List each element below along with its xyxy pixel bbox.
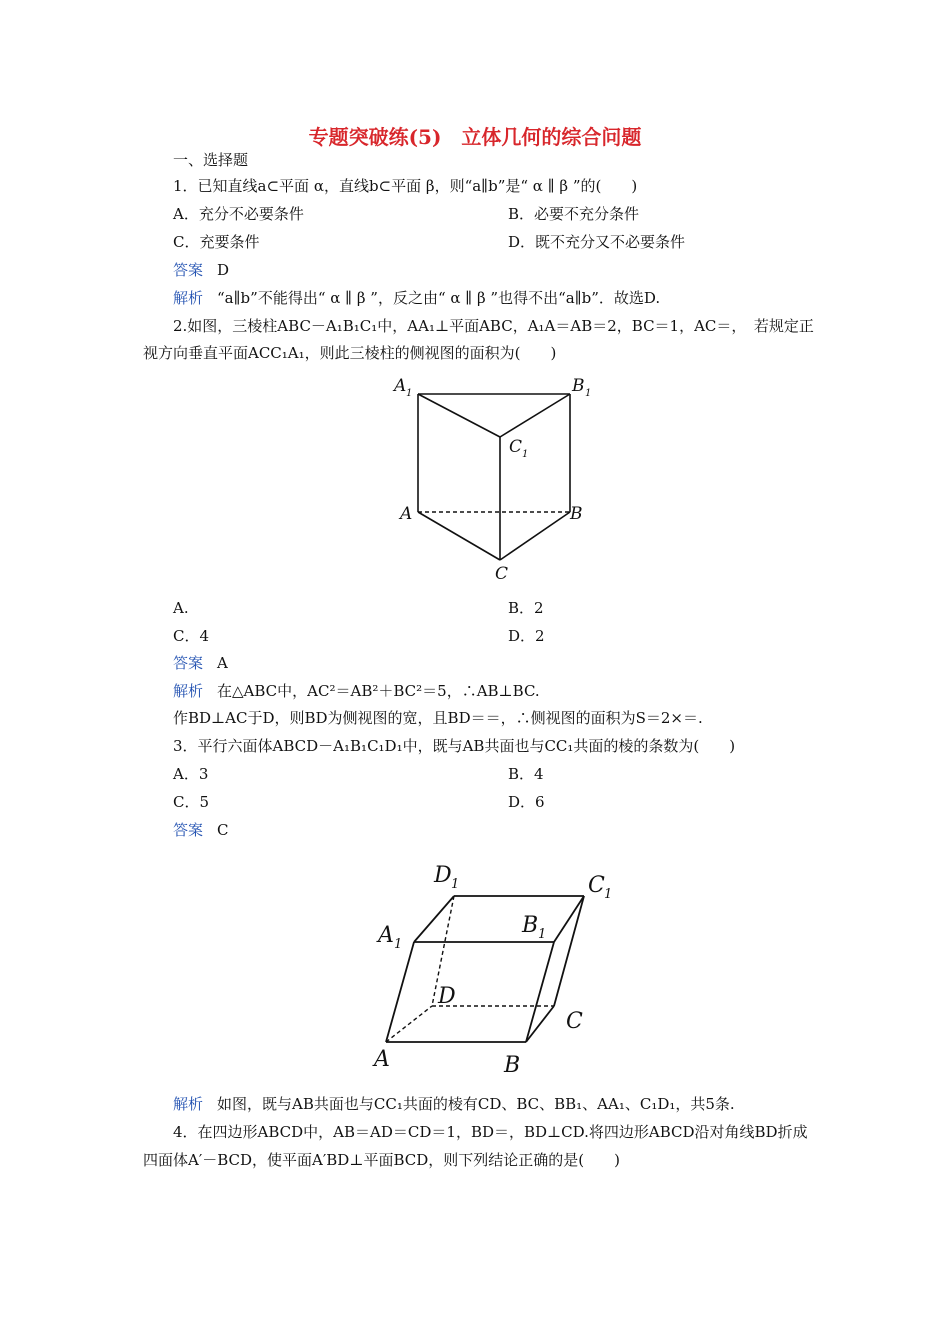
q3-stem: 3．平行六面体ABCD－A₁B₁C₁D₁中，既与AB共面也与CC₁共面的棱的条数为( ): [173, 737, 736, 755]
analysis-text: 如图，既与AB共面也与CC₁共面的棱有CD、BC、BB₁、AA₁、C₁D₁，共5条.: [217, 1095, 735, 1113]
q2-stem-line2: 视方向垂直平面ACC₁A₁，则此三棱柱的侧视图的面积为( ): [143, 344, 557, 362]
label-b1-sub: 1: [538, 927, 547, 942]
q2-analysis-line2: 作BD⊥AC于D，则BD为侧视图的宽，且BD＝＝，∴侧视图的面积为S＝2×＝.: [173, 709, 703, 727]
q3-analysis: [173, 1094, 735, 1114]
label-b1: B: [522, 913, 539, 938]
section-heading: 一、选择题: [173, 151, 249, 169]
label-d1: D: [434, 863, 452, 888]
q2-option-c: C．4: [173, 627, 210, 645]
q2-analysis-line1: [173, 681, 540, 701]
q1-option-b: B．必要不充分条件: [508, 205, 640, 223]
q2-option-a: A.: [173, 599, 189, 617]
q2-stem-line1: 2.如图，三棱柱ABC－A₁B₁C₁中，AA₁⊥平面ABC，A₁A＝AB＝2，BC＝1，AC＝， 若规定正: [173, 317, 814, 335]
label-a: A: [374, 1047, 390, 1072]
answer-label: 答案: [173, 654, 204, 672]
analysis-label: 解析: [173, 1095, 204, 1113]
q2-option-d: D．2: [508, 627, 545, 645]
label-c: C: [495, 564, 509, 584]
label-c: C: [566, 1009, 583, 1034]
q1-answer: [173, 260, 229, 280]
q1-stem: 1．已知直线a⊂平面 α，直线b⊂平面 β，则“a∥b”是“ α ∥ β ”的( ): [173, 177, 638, 195]
label-b1-sub: 1: [585, 388, 592, 399]
analysis-label: 解析: [173, 682, 204, 700]
label-b1: B: [572, 376, 585, 396]
label-d1-sub: 1: [451, 877, 460, 892]
analysis-text: 在△ABC中，AC²＝AB²＋BC²＝5，∴AB⊥BC.: [217, 682, 540, 700]
q1-option-a: A．充分不必要条件: [173, 205, 304, 223]
label-b: B: [570, 504, 583, 524]
answer-value: C: [217, 821, 229, 839]
q3-option-c: C．5: [173, 793, 210, 811]
q4-stem-line1: 4．在四边形ABCD中，AB＝AD＝CD＝1，BD＝，BD⊥CD.将四边形ABCD沿对角线BD折成: [173, 1123, 808, 1141]
label-c1-sub: 1: [604, 887, 613, 902]
q4-stem-line2: 四面体A′－BCD，使平面A′BD⊥平面BCD，则下列结论正确的是( ): [143, 1151, 620, 1169]
answer-value: A: [217, 654, 228, 672]
answer-value: D: [217, 261, 230, 279]
analysis-text: “a∥b”不能得出“ α ∥ β ”，反之由“ α ∥ β ”也得不出“a∥b”．故选D.: [217, 289, 661, 307]
q1-option-d: D．既不充分又不必要条件: [508, 233, 686, 251]
q2-answer: [173, 653, 228, 673]
analysis-label: 解析: [173, 289, 204, 307]
q3-option-b: B．4: [508, 765, 544, 783]
q1-analysis: [173, 288, 660, 308]
q1-option-c: C．充要条件: [173, 233, 260, 251]
answer-label: 答案: [173, 821, 204, 839]
label-c1: C: [588, 873, 605, 898]
label-c1-sub: 1: [522, 449, 529, 460]
q2-option-b: B．2: [508, 599, 544, 617]
q3-option-d: D．6: [508, 793, 545, 811]
label-d: D: [438, 984, 456, 1009]
label-a1-sub: 1: [394, 937, 403, 952]
q3-option-a: A．3: [173, 765, 209, 783]
label-a1: A: [378, 923, 394, 948]
label-a1-sub: 1: [406, 388, 413, 399]
prism-figure: [385, 370, 607, 592]
q3-answer: [173, 820, 229, 840]
parallelepiped-figure: [362, 848, 624, 1084]
label-b: B: [504, 1053, 521, 1078]
label-c1: C: [509, 437, 523, 457]
label-a1: A: [394, 376, 407, 396]
label-a: A: [400, 504, 413, 524]
answer-label: 答案: [173, 261, 204, 279]
page-title: 专题突破练(5) 立体几何的综合问题: [308, 125, 642, 149]
